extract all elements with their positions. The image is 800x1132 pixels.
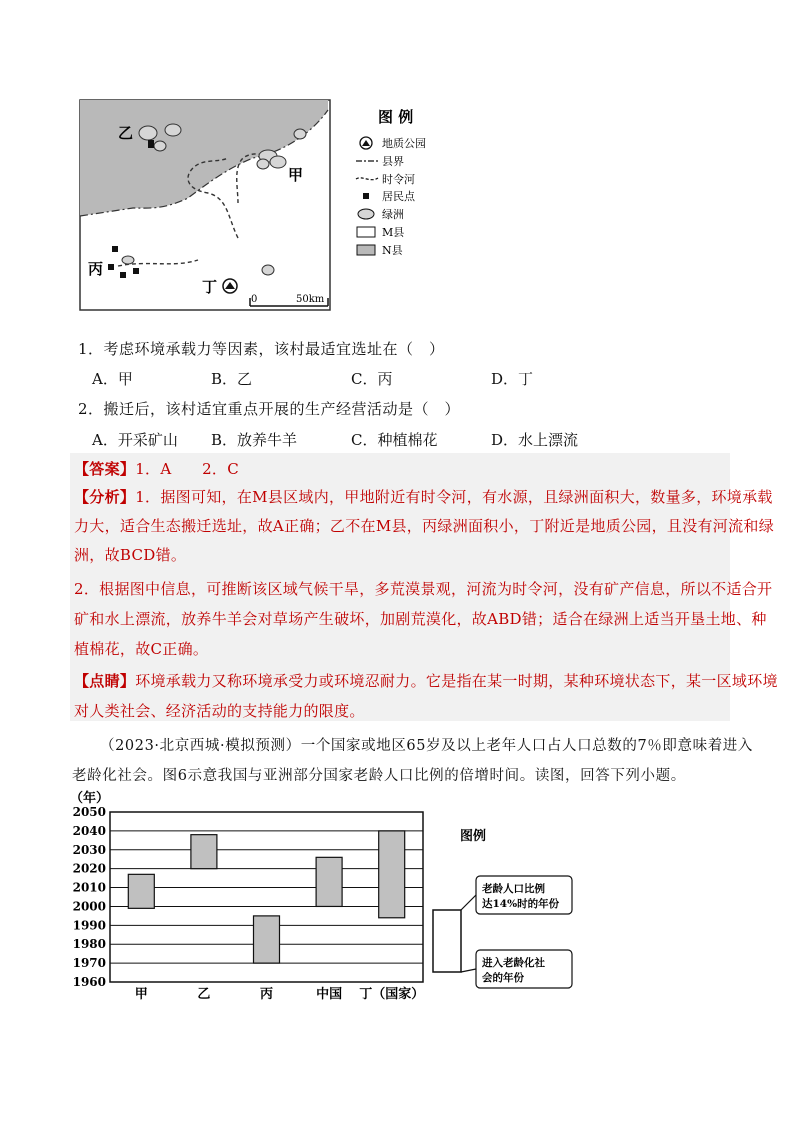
x-tick-label: 中国 bbox=[316, 987, 343, 1002]
analysis-tag: 【分析】 bbox=[74, 488, 136, 506]
q2-option-c[interactable]: C．种植棉花 bbox=[351, 431, 438, 449]
place-label-bing: 丙 bbox=[88, 260, 104, 278]
geopark-icon bbox=[360, 137, 372, 149]
y-tick-label: 1970 bbox=[72, 956, 106, 971]
answer-tag: 【答案】 bbox=[74, 460, 136, 478]
svg-text:绿洲: 绿洲 bbox=[382, 208, 404, 221]
q1-option-a[interactable]: A．甲 bbox=[92, 370, 133, 388]
tip-line-2: 对人类社会、经济活动的支持能力的限度。 bbox=[74, 702, 365, 720]
svg-text:县界: 县界 bbox=[382, 155, 404, 168]
x-tick-label: 丁（国家） bbox=[359, 987, 425, 1002]
question-number: 2． bbox=[78, 400, 104, 418]
legend-bar-swatch bbox=[433, 910, 461, 972]
legend-bottom-line1: 进入老龄化社 bbox=[482, 957, 545, 969]
county-n-swatch bbox=[357, 245, 375, 255]
x-tick-label: 乙 bbox=[197, 987, 211, 1002]
bar-4 bbox=[379, 831, 405, 918]
map-figure bbox=[78, 98, 458, 318]
y-tick-label: 2050 bbox=[72, 805, 106, 819]
tip-tag: 【点睛】 bbox=[74, 672, 136, 690]
question-1 bbox=[78, 338, 445, 359]
q1-option-d[interactable]: D．丁 bbox=[491, 370, 534, 388]
y-tick-label: 2030 bbox=[72, 842, 106, 857]
analysis-line-5: 矿和水上漂流，放养牛羊会对草场产生破坏，加剧荒漠化，故ABD错；适合在绿洲上适当开垦土地、种 bbox=[74, 610, 767, 628]
legend-top-line1: 老龄人口比例 bbox=[482, 883, 545, 895]
analysis-line-1: 【分析】1．据图可知，在M县区域内，甲地附近有时令河，有水源，且绿洲面积大，数量多，环境承载 bbox=[74, 488, 773, 506]
settlement-icon bbox=[363, 193, 369, 199]
chart-ylabel: （年） bbox=[70, 791, 110, 806]
county-m-swatch bbox=[357, 227, 375, 237]
seasonal-river-icon bbox=[356, 178, 378, 180]
geopark-marker bbox=[223, 279, 237, 293]
y-tick-label: 2000 bbox=[72, 899, 106, 914]
oasis-icon bbox=[358, 209, 374, 219]
chart-x-labels bbox=[135, 986, 424, 1002]
svg-text:居民点: 居民点 bbox=[382, 190, 415, 203]
x-tick-label: 甲 bbox=[134, 987, 148, 1002]
y-tick-label: 1960 bbox=[72, 975, 106, 989]
x-tick-label: 丙 bbox=[259, 987, 274, 1002]
place-label-jia: 甲 bbox=[288, 166, 304, 184]
answer-text: 1．A 2．C bbox=[135, 460, 239, 478]
q1-option-c[interactable]: C．丙 bbox=[351, 370, 393, 388]
question-2 bbox=[78, 398, 460, 419]
bar-1 bbox=[191, 835, 217, 869]
chart-legend bbox=[433, 876, 572, 988]
y-tick-label: 1990 bbox=[72, 918, 106, 933]
svg-text:时令河: 时令河 bbox=[382, 173, 415, 186]
y-tick-label: 1980 bbox=[72, 937, 106, 952]
y-tick-label: 2040 bbox=[72, 823, 106, 838]
chart-bars bbox=[128, 831, 404, 963]
map-legend bbox=[356, 136, 426, 257]
bar-3 bbox=[316, 857, 342, 906]
q2-option-d[interactable]: D．水上漂流 bbox=[491, 431, 579, 449]
q1-option-b[interactable]: B．乙 bbox=[211, 370, 253, 388]
legend-top-line2: 达14%时的年份 bbox=[482, 898, 560, 910]
bar-2 bbox=[254, 916, 280, 963]
y-tick-label: 2010 bbox=[72, 880, 106, 895]
svg-text:50km: 50km bbox=[296, 294, 325, 305]
place-label-yi: 乙 bbox=[118, 124, 134, 142]
svg-text:0: 0 bbox=[251, 294, 258, 305]
map-legend-title: 图 例 bbox=[378, 108, 414, 126]
question-text: 搬迁后，该村适宜重点开展的生产经营活动是（ ） bbox=[103, 400, 461, 418]
analysis-line-6: 植棉花，故C正确。 bbox=[74, 640, 209, 658]
svg-text:M县: M县 bbox=[382, 226, 405, 239]
analysis-line-4: 2．根据图中信息，可推断该区域气候干旱，多荒漠景观，河流为时令河，没有矿产信息，所以不适合开 bbox=[74, 580, 773, 598]
intro-line-2: 老龄化社会。图6示意我国与亚洲部分国家老龄人口比例的倍增时间。读图，回答下列小题。 bbox=[72, 768, 686, 784]
aging-chart bbox=[68, 790, 608, 1020]
legend-bottom-line2: 会的年份 bbox=[482, 972, 524, 984]
tip-line-1: 【点睛】环境承载力又称环境承受力或环境忍耐力。它是指在某一时期，某种环境状态下，某一区域环境 bbox=[74, 672, 778, 690]
question-number: 1． bbox=[78, 340, 104, 358]
intro-line-1: （2023·北京西城·模拟预测）一个国家或地区65岁及以上老年人口占人口总数的7％即意味着进入 bbox=[100, 738, 753, 754]
y-tick-label: 2020 bbox=[72, 861, 106, 876]
analysis-line-2: 力大，适合生态搬迁选址，故A正确；乙不在M县，丙绿洲面积小，丁附近是地质公园，且没有河流和绿 bbox=[74, 517, 774, 535]
chart-legend-title: 图例 bbox=[460, 829, 487, 844]
question-text: 考虑环境承载力等因素，该村最适宜选址在（ ） bbox=[103, 340, 445, 358]
place-label-ding: 丁 bbox=[202, 278, 218, 296]
bar-0 bbox=[128, 874, 154, 908]
answer-line bbox=[74, 458, 239, 479]
analysis-line-3: 洲，故BCD错。 bbox=[74, 546, 187, 564]
legend-connector-top bbox=[461, 895, 476, 910]
svg-text:地质公园: 地质公园 bbox=[382, 137, 426, 150]
q2-option-b[interactable]: B．放养牛羊 bbox=[211, 431, 298, 449]
chart-y-ticks bbox=[73, 805, 106, 989]
svg-text:N县: N县 bbox=[382, 244, 403, 257]
q2-option-a[interactable]: A．开采矿山 bbox=[92, 431, 178, 449]
legend-connector-bottom bbox=[461, 969, 476, 972]
